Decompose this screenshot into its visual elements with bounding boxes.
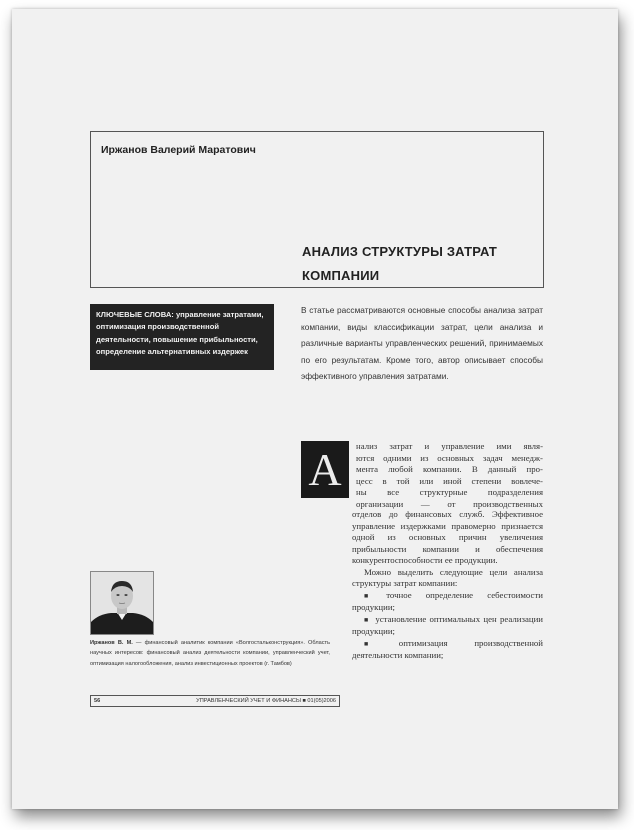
- journal-name: УПРАВЛЕНЧЕСКИЙ УЧЕТ И ФИНАНСЫ ■ 01(05)2006: [196, 698, 336, 704]
- author-name: Иржанов Валерий Маратович: [101, 144, 256, 156]
- body-paragraph: Можно выделить следующие цели анализа структуры затрат компании:: [352, 566, 543, 588]
- article-title: [302, 240, 497, 288]
- author-photo: [90, 571, 154, 635]
- abstract: В статье рассматриваются основные способы анализа затрат компании, виды классификации затрат, цели анализа и различные варианты управленческих решений, принимаемых по его результатам. Кроме того, автор описывает способы эффективного управления затратами.: [301, 305, 543, 382]
- bullet-item: ■ оптимизация производственной деятельности компании;: [352, 638, 543, 662]
- bio-text: — финансовый аналитик компании «Волгостальконструкция». Область научных интересов: финансовый анализ деятельности компании, управленческий учет, оптимизация налогообложения, анализ инвестиционных проектов (г. Тамбов): [90, 640, 330, 667]
- bullet-item: ■ установление оптимальных цен реализации продукции;: [352, 614, 543, 638]
- body-text: [352, 509, 543, 662]
- body-intro-line: организации — от производственных: [356, 498, 543, 509]
- keywords-box: КЛЮЧЕВЫЕ СЛОВА: управление затратами, оптимизация производственной деятельности, повышение прибыльности, определение альтернативных издержек: [90, 304, 274, 370]
- author-bio: [90, 638, 330, 669]
- bullet-item: ■ точное определение себестоимости продукции;: [352, 590, 543, 614]
- page-number: 56: [94, 698, 101, 704]
- title-box: [90, 131, 544, 288]
- journal-page: [12, 9, 618, 809]
- body-intro-line: ются одними из основных задач менедж-: [356, 452, 543, 463]
- body-intro-line: цесс в той или иной степени вовлече-: [356, 475, 543, 486]
- body-paragraph: отделов до финансовых служб. Эффективное управление издержками правомерно признается одной из основных причин увеличения прибыльности компании и обеспечения конкурентоспособности ее продукции.: [352, 509, 543, 565]
- article-title-line-1: АНАЛИЗ СТРУКТУРЫ ЗАТРАТ: [302, 244, 498, 259]
- body-intro-line: нализ затрат и управление ими явля-: [356, 441, 543, 451]
- drop-cap: А: [301, 441, 349, 498]
- bio-name: Иржанов В. М.: [90, 640, 133, 646]
- body-intro-line: ны все структурные подразделения: [356, 487, 543, 497]
- body-intro-line: мента любой компании. В данный про-: [356, 464, 543, 474]
- body-intro: [356, 441, 543, 510]
- page-footer: [90, 695, 340, 707]
- article-title-line-2: КОМПАНИИ: [302, 268, 380, 283]
